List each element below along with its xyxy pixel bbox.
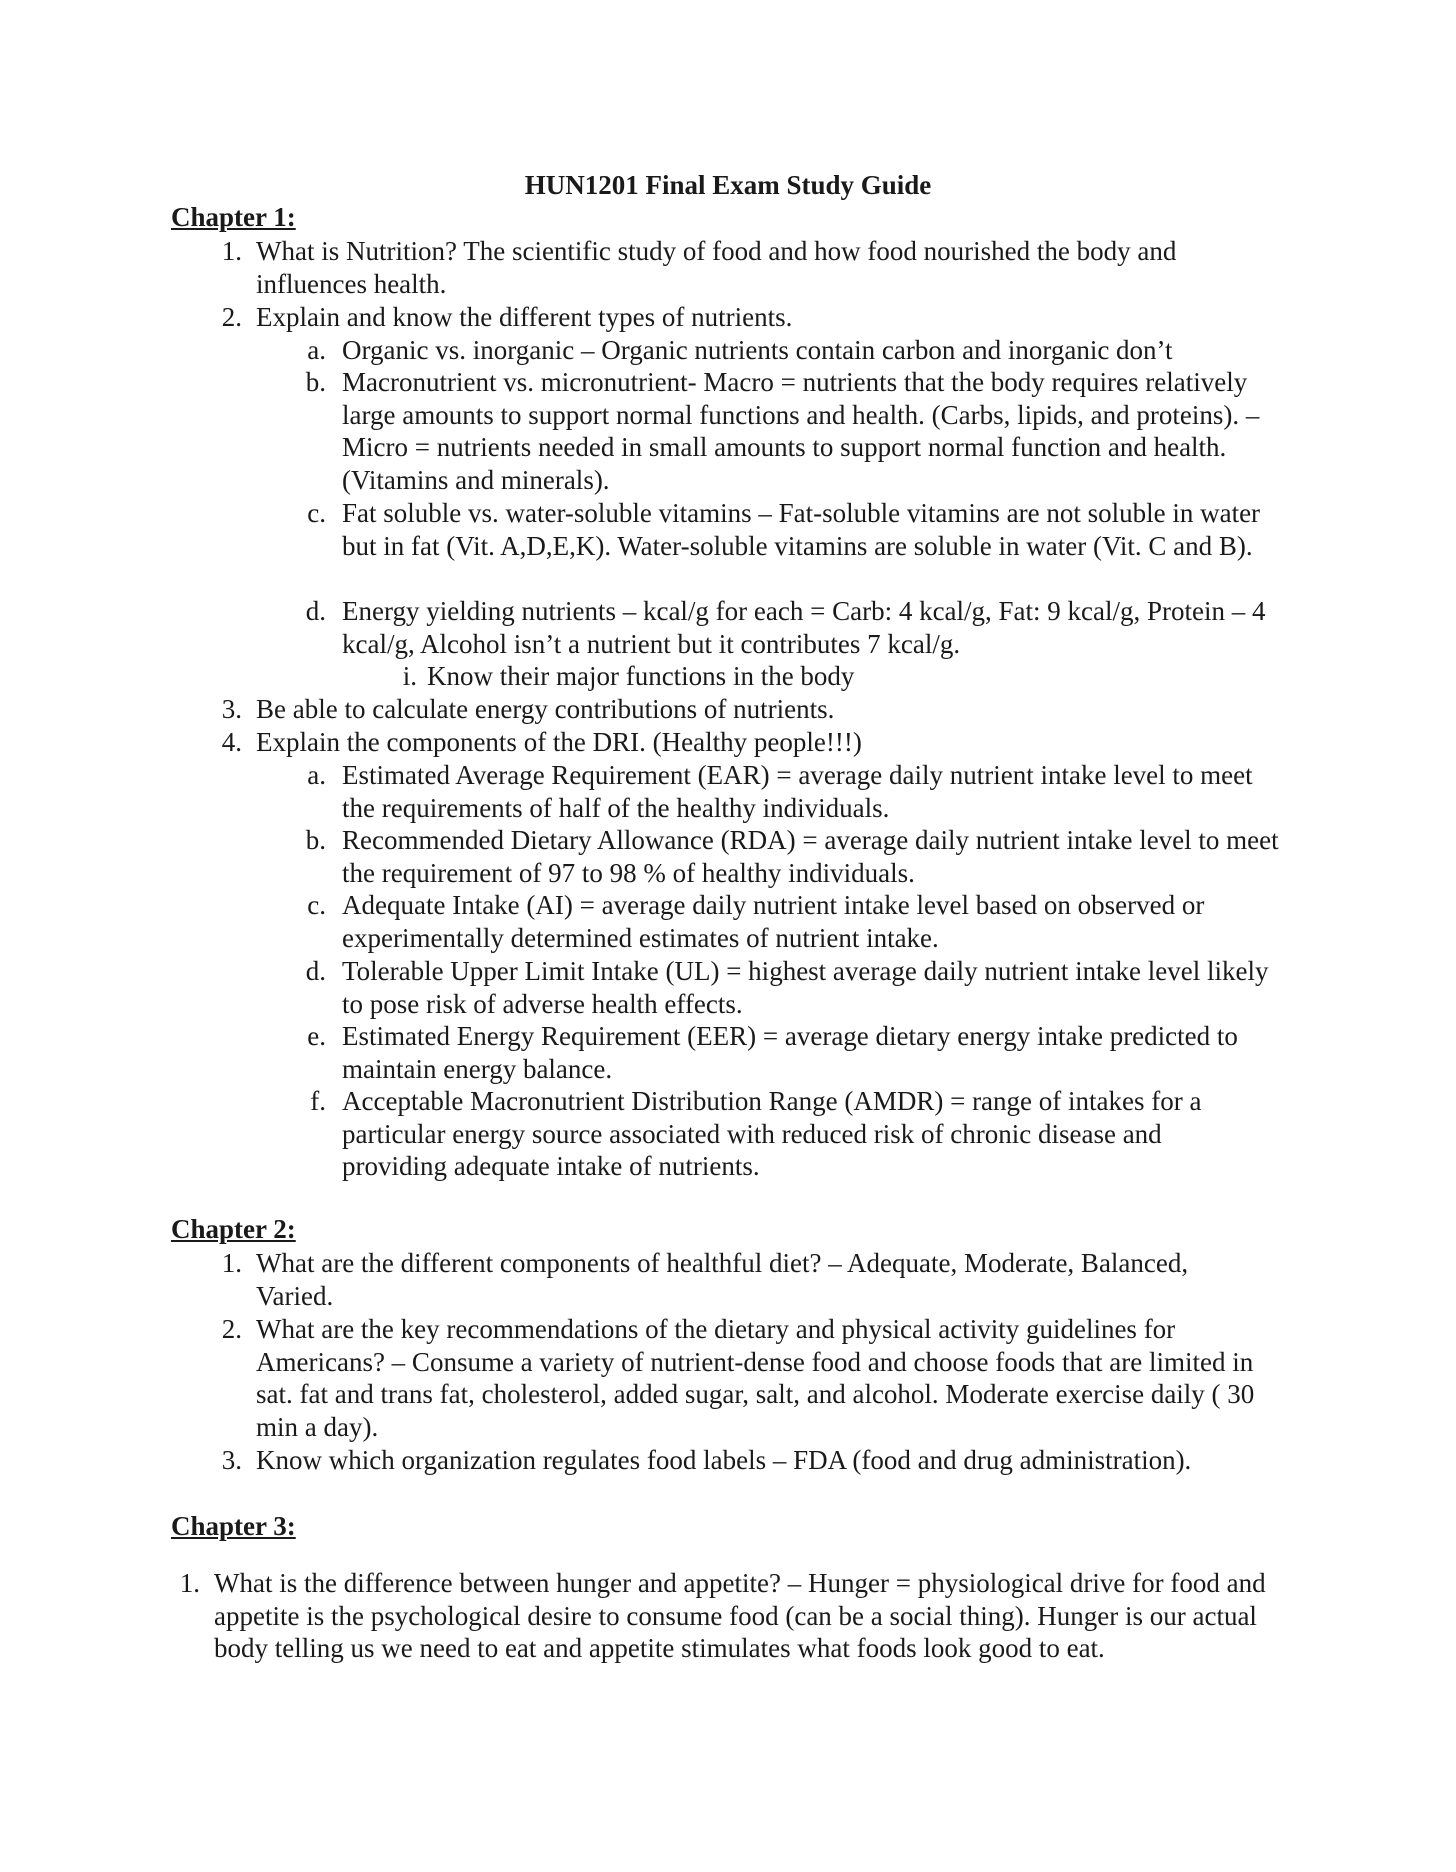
list-marker: 2. [221,302,242,332]
list-item [305,955,1292,1020]
list-item-text: Estimated Average Requirement (EAR) = average daily nutrient intake level to meet the requirements of half of the healthy individuals. [342,760,1253,823]
list-item [221,1444,1296,1477]
list-item-text: Explain the components of the DRI. (Healthy people!!!) [256,727,862,757]
list-item [221,1247,1266,1312]
list-marker: 3. [221,694,242,724]
list-item-text: What is Nutrition? The scientific study of food and how food nourished the body and influences health. [256,236,1177,299]
list-marker: 4. [221,727,242,757]
list-item-text: Recommended Dietary Allowance (RDA) = average daily nutrient intake level to meet the requirement of 97 to 98 % of healthy individuals. [342,825,1279,888]
list-item-text: What is the difference between hunger and appetite? – Hunger = physiological drive for food and appetite is the psychological desire to consume food (can be a social thing). Hunger is our actual body telling us we need to eat and appetite stimulates what foods look good to eat. [214,1568,1266,1664]
list-item [221,726,1256,759]
list-item [221,693,1256,726]
list-marker: a. [307,335,326,365]
list-item-text: Organic vs. inorganic – Organic nutrients contain carbon and inorganic don’t [342,335,1173,365]
list-item [305,595,1297,660]
list-item-text: Estimated Energy Requirement (EER) = average dietary energy intake predicted to maintain energy balance. [342,1021,1238,1084]
list-marker: i. [402,661,417,691]
chapter-1-heading: Chapter 1: [171,202,296,232]
list-item-text: Know their major functions in the body [427,661,855,691]
list-marker: a. [307,760,326,790]
list-marker: 3. [221,1445,242,1475]
list-item-text: Be able to calculate energy contributions of nutrients. [256,694,835,724]
list-item [307,497,1297,562]
list-item [221,301,1256,334]
list-marker: 2. [221,1314,242,1344]
list-item [402,660,1277,693]
list-marker: d. [305,956,326,986]
list-marker: 1. [179,1568,200,1598]
list-marker: f. [310,1086,326,1116]
list-item-text: Know which organization regulates food labels – FDA (food and drug administration). [256,1445,1192,1475]
list-marker: 1. [221,236,242,266]
list-marker: 1. [221,1248,242,1278]
list-item-text: Explain and know the different types of nutrients. [256,302,793,332]
list-marker: b. [305,825,326,855]
list-item [307,759,1277,824]
list-item [179,1567,1294,1665]
chapter-2-heading: Chapter 2: [171,1214,296,1244]
list-item-text: Macronutrient vs. micronutrient- Macro = nutrients that the body requires relatively large amounts to support normal functions and health. (Carbs, lipids, and proteins). – Micro = nutrients needed in small amounts to support normal function and health. (Vitamins and minerals). [342,367,1260,495]
list-marker: e. [307,1021,326,1051]
list-marker: c. [307,890,326,920]
list-item [221,1313,1296,1443]
list-item [307,889,1297,954]
list-item-text: Tolerable Upper Limit Intake (UL) = highest average daily nutrient intake level likely to pose risk of adverse health effects. [342,956,1269,1019]
list-item [310,1085,1262,1183]
list-marker: b. [305,367,326,397]
list-marker: c. [307,498,326,528]
list-item [305,824,1297,889]
list-item-text: Fat soluble vs. water-soluble vitamins – Fat-soluble vitamins are not soluble in water but in fat (Vit. A,D,E,K). Water-soluble vitamins are soluble in water (Vit. C and B). [342,498,1261,561]
list-item [307,334,1282,367]
list-item-text: Acceptable Macronutrient Distribution Range (AMDR) = range of intakes for a particular energy source associated with reduced risk of chronic disease and providing adequate intake of nutrients. [342,1086,1202,1182]
chapter-3-heading: Chapter 3: [171,1511,296,1541]
list-item-text: Energy yielding nutrients – kcal/g for each = Carb: 4 kcal/g, Fat: 9 kcal/g, Protein – 4 kcal/g, Alcohol isn’t a nutrient but it contributes 7 kcal/g. [342,596,1266,659]
list-marker: d. [305,596,326,626]
list-item [307,1020,1292,1085]
document-title: HUN1201 Final Exam Study Guide [524,170,932,200]
list-item-text: What are the different components of healthful diet? – Adequate, Moderate, Balanced, Varied. [256,1248,1189,1311]
list-item-text: Adequate Intake (AI) = average daily nutrient intake level based on observed or experimentally determined estimates of nutrient intake. [342,890,1205,953]
list-item [221,235,1256,300]
list-item-text: What are the key recommendations of the dietary and physical activity guidelines for Americans? – Consume a variety of nutrient-dense food and choose foods that are limited in sat. fat and trans fat, cholesterol, added sugar, salt, and alcohol. Moderate exercise daily ( 30 min a day). [256,1314,1255,1442]
list-item [305,366,1262,496]
